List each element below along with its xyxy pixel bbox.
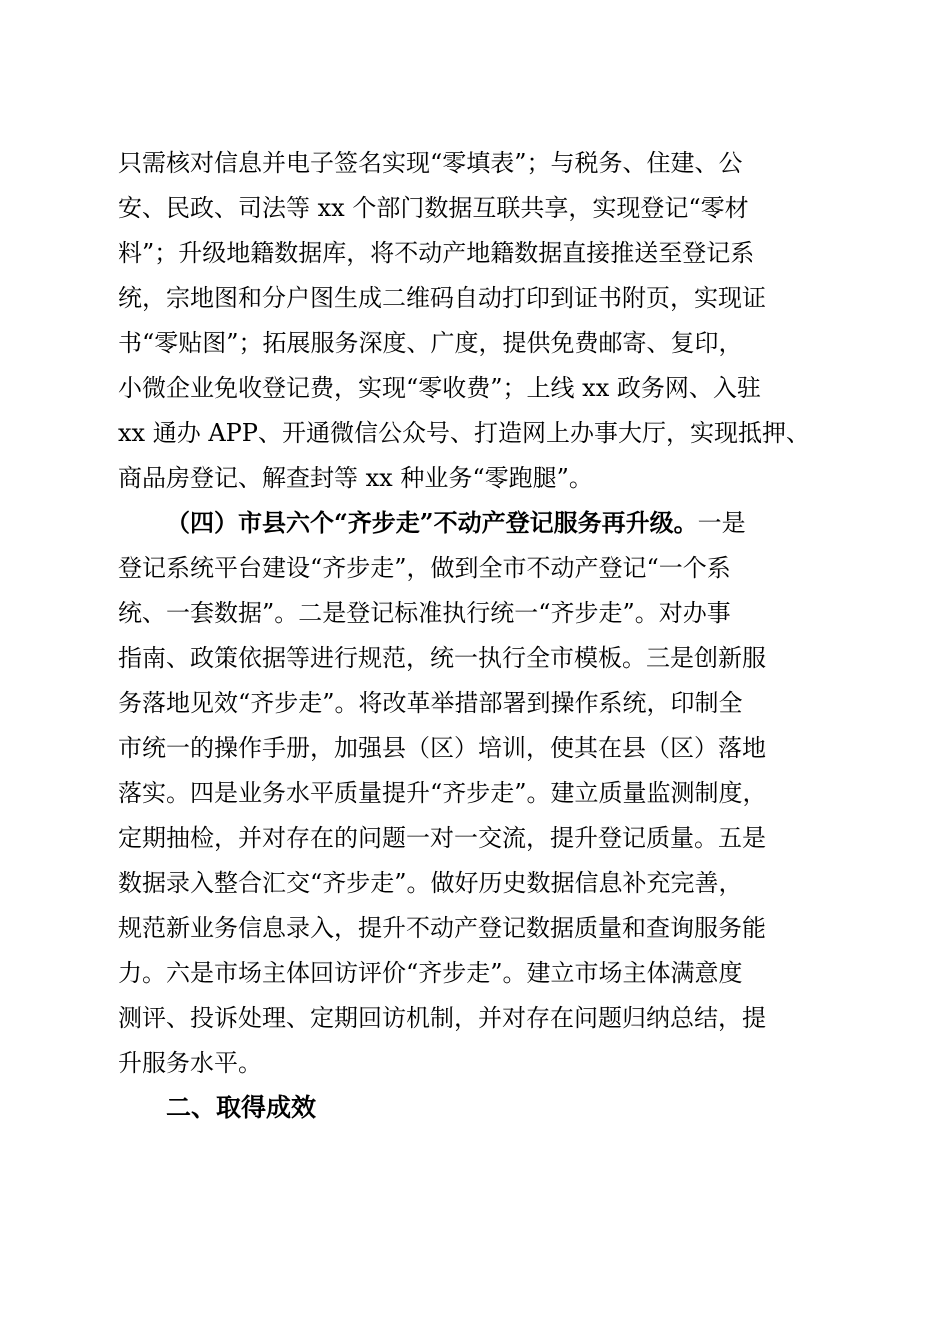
paragraph-2-first-line xyxy=(166,508,838,538)
paragraph-2-line-4: 指南、政策依据等进行规范，统一执行全市模板。三是创新服 xyxy=(118,644,766,672)
paragraph-2-line-11: 力。六是市场主体回访评价“齐步走”。建立市场主体满意度 xyxy=(118,959,743,987)
paragraph-1-line-5: 书“零贴图”；拓展服务深度、广度，提供免费邮寄、复印， xyxy=(118,329,743,357)
paragraph-1-line-1: 只需核对信息并电子签名实现“零填表”；与税务、住建、公 xyxy=(118,149,743,177)
paragraph-2-line-5: 务落地见效“齐步走”。将改革举措部署到操作系统，印制全 xyxy=(118,689,743,717)
paragraph-2-line-10: 规范新业务信息录入，提升不动产登记数据质量和查询服务能 xyxy=(118,914,766,942)
paragraph-1-line-6: 小微企业免收登记费，实现“零收费”；上线 xx 政务网、入驻 xyxy=(118,374,761,402)
paragraph-2-line-13: 升服务水平。 xyxy=(118,1049,262,1077)
paragraph-2-lead: （四）市县六个“齐步走”不动产登记服务再升级。 xyxy=(166,508,698,537)
paragraph-1-line-4: 统，宗地图和分户图生成二维码自动打印到证书附页，实现证 xyxy=(118,284,766,312)
paragraph-2-line-6: 市统一的操作手册，加强县（区）培训，使其在县（区）落地 xyxy=(118,734,766,762)
paragraph-2-line-2: 登记系统平台建设“齐步走”，做到全市不动产登记“一个系 xyxy=(118,554,731,582)
paragraph-2-lead-rest: 一是 xyxy=(697,509,746,537)
paragraph-2-line-8: 定期抽检，并对存在的问题一对一交流，提升登记质量。五是 xyxy=(118,824,766,852)
paragraph-2-line-7: 落实。四是业务水平质量提升“齐步走”。建立质量监测制度， xyxy=(118,779,767,807)
paragraph-1-line-8: 商品房登记、解查封等 xx 种业务“零跑腿”。 xyxy=(118,464,593,492)
paragraph-2-line-12: 测评、投诉处理、定期回访机制，并对存在问题归纳总结，提 xyxy=(118,1004,766,1032)
paragraph-1-line-3: 料”；升级地籍数据库，将不动产地籍数据直接推送至登记系 xyxy=(118,239,755,267)
paragraph-1-line-2: 安、民政、司法等 xx 个部门数据互联共享，实现登记“零材 xyxy=(118,194,749,222)
paragraph-1-line-7: xx 通办 APP、开通微信公众号、打造网上办事大厅，实现抵押、 xyxy=(118,419,810,447)
section-heading: 二、取得成效 xyxy=(166,1093,317,1122)
paragraph-2-line-9: 数据录入整合汇交“齐步走”。做好历史数据信息补充完善， xyxy=(118,869,743,897)
paragraph-2-line-3: 统、一套数据”。二是登记标准执行统一“齐步走”。对办事 xyxy=(118,599,731,627)
